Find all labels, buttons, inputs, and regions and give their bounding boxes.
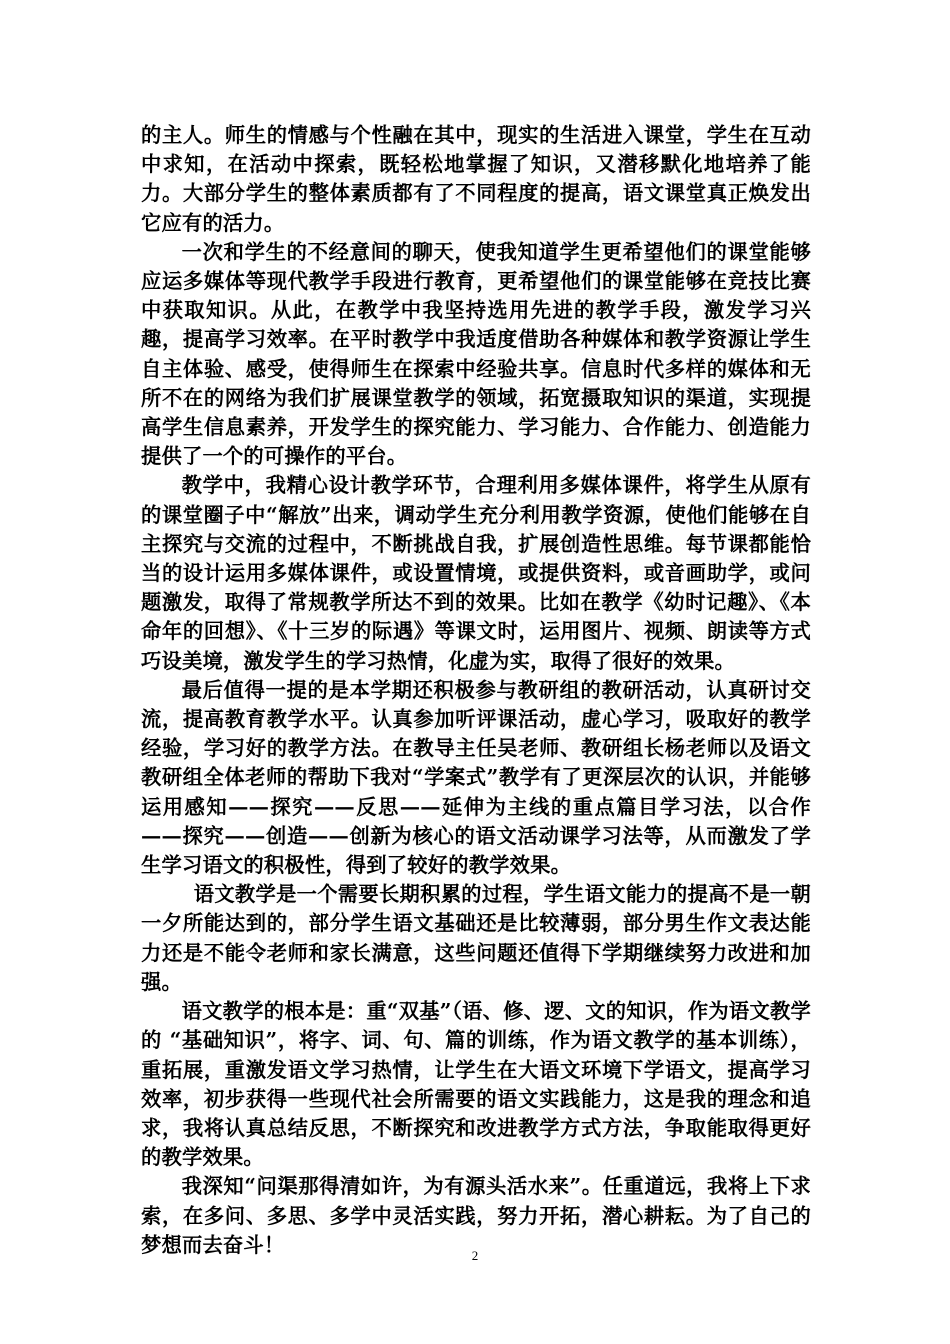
paragraph-7: 我深知“问渠那得清如许，为有源头活水来”。任重道远，我将上下求索，在多问、多思、多学中灵活实践，努力开拓，潜心耕耘。为了自己的梦想而去奋斗！	[141, 1174, 811, 1257]
document-body	[141, 121, 811, 1260]
paragraph-4: 最后值得一提的是本学期还积极参与教研组的教研活动，认真研讨交流，提高教育教学水平。认真参加听评课活动，虚心学习，吸取好的教学经验，学习好的教学方法。在教导主任吴老师、教研组长杨老师以及语文教研组全体老师的帮助下我对“学案式”教学有了更深层次的认识，并能够运用感知——探究——反思——延伸为主线的重点篇目学习法，以合作——探究——创造——创新为核心的语文活动课学习法等，从而激发了学生学习语文的积极性，得到了较好的教学效果。	[141, 677, 811, 878]
paragraph-5: 语文教学是一个需要长期积累的过程，学生语文能力的提高不是一朝一夕所能达到的，部分学生语文基础还是比较薄弱，部分男生作文表达能力还是不能令老师和家长满意，这些问题还值得下学期继续努力改进和加强。	[141, 882, 811, 994]
paragraph-1: 的主人。师生的情感与个性融在其中，现实的生活进入课堂，学生在互动中求知，在活动中探索，既轻松地掌握了知识，又潜移默化地培养了能力。大部分学生的整体素质都有了不同程度的提高，语文课堂真正焕发出它应有的活力。	[141, 123, 811, 235]
paragraph-6: 语文教学的根本是：重“双基”（语、修、逻、文的知识，作为语文教学的 “基础知识”，将字、词、句、篇的训练，作为语文教学的基本训练），重拓展，重激发语文学习热情，让学生在大语文环境下学语文，提高学习效率，初步获得一些现代社会所需要的语文实践能力，这是我的理念和追求，我将认真总结反思，不断探究和改进教学方式方法，争取能取得更好的教学效果。	[141, 999, 811, 1170]
paragraph-2: 一次和学生的不经意间的聊天，使我知道学生更希望他们的课堂能够应运多媒体等现代教学手段进行教育，更希望他们的课堂能够在竞技比赛中获取知识。从此，在教学中我坚持选用先进的教学手段，激发学习兴趣，提高学习效率。在平时教学中我适度借助各种媒体和教学资源让学生自主体验、感受，使得师生在探索中经验共享。信息时代多样的媒体和无所不在的网络为我们扩展课堂教学的领域，拓宽摄取知识的渠道，实现提高学生信息素养，开发学生的探究能力、学习能力、合作能力、创造能力提供了一个的可操作的平台。	[141, 239, 811, 469]
paragraph-3: 教学中，我精心设计教学环节，合理利用多媒体课件，将学生从原有的课堂圈子中“解放”出来，调动学生充分利用教学资源，使他们能够在自主探究与交流的过程中，不断挑战自我，扩展创造性思维。每节课都能恰当的设计运用多媒体课件，或设置情境，或提供资料，或音画助学，或问题激发，取得了常规教学所达不到的效果。比如在教学《幼时记趣》、《本命年的回想》、《十三岁的际遇》等课文时，运用图片、视频、朗读等方式巧设美境，激发学生的学习热情，化虚为实，取得了很好的效果。	[141, 473, 811, 673]
page-number: 2	[471, 1248, 479, 1263]
